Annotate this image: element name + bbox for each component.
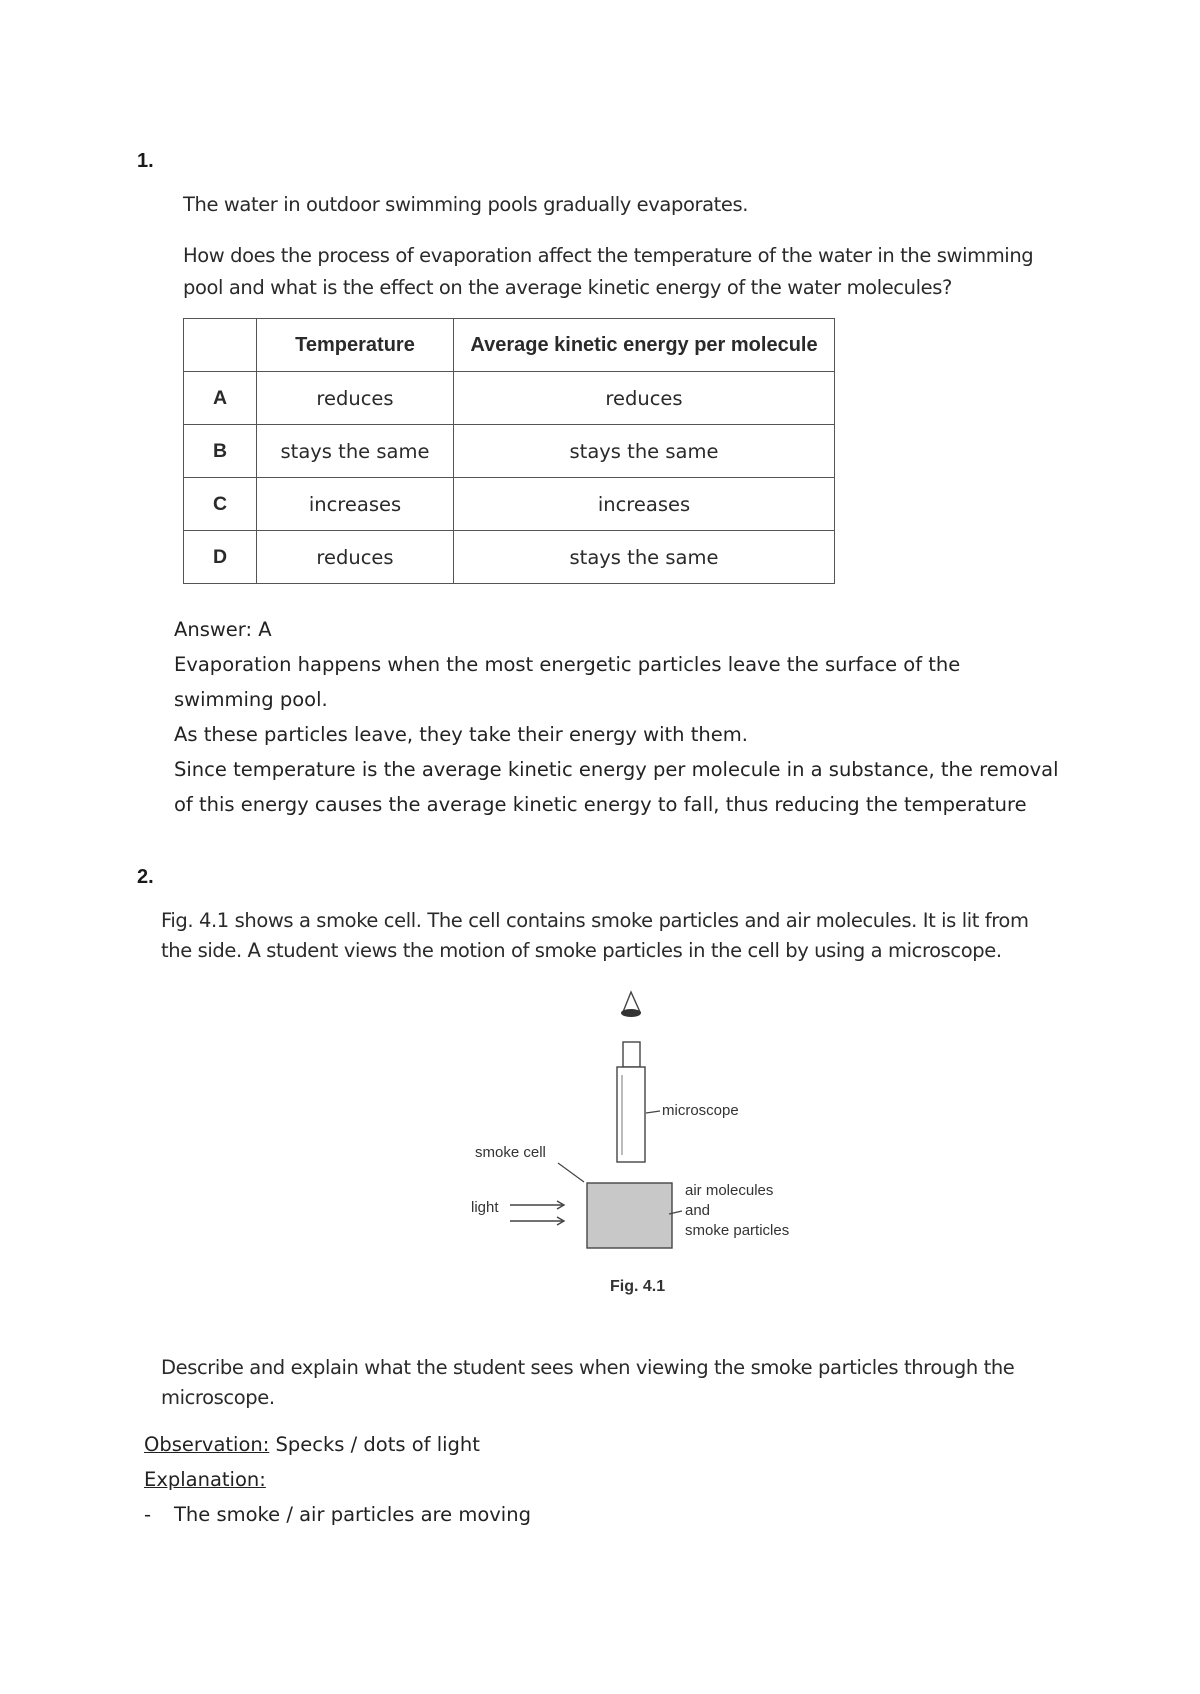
row-letter: B bbox=[184, 425, 257, 478]
question-2-task-line-1: Describe and explain what the student sees when viewing the smoke particles through the bbox=[161, 1356, 1015, 1379]
smoke-cell-box bbox=[587, 1183, 672, 1248]
question-2-stem-line-1: Fig. 4.1 shows a smoke cell. The cell contains smoke particles and air molecules. It is lit from bbox=[161, 909, 1029, 932]
table-header-temperature: Temperature bbox=[257, 319, 454, 372]
label-microscope: microscope bbox=[662, 1102, 739, 1119]
observation-label: Observation: bbox=[144, 1433, 270, 1456]
smoke-cell-leader bbox=[558, 1163, 584, 1182]
label-light: light bbox=[471, 1199, 499, 1216]
table-header-row bbox=[184, 319, 835, 372]
explanation-line-3: As these particles leave, they take their energy with them. bbox=[174, 723, 748, 746]
table-header-energy: Average kinetic energy per molecule bbox=[454, 319, 835, 372]
label-smoke-cell: smoke cell bbox=[475, 1144, 546, 1161]
microscope-tube bbox=[617, 1042, 645, 1162]
row-temperature: reduces bbox=[257, 372, 454, 425]
observation-line bbox=[144, 1427, 480, 1462]
question-1-stem-line-2: How does the process of evaporation affect the temperature of the water in the swimming bbox=[183, 244, 1034, 267]
question-2-number: 2. bbox=[137, 866, 154, 888]
row-temperature: stays the same bbox=[257, 425, 454, 478]
observation-text: Specks / dots of light bbox=[269, 1433, 480, 1456]
question-2-task-line-2: microscope. bbox=[161, 1386, 275, 1409]
bullet-dash: - bbox=[144, 1503, 152, 1526]
label-air-molecules: air molecules bbox=[685, 1182, 774, 1199]
table-row bbox=[184, 531, 835, 584]
row-energy: increases bbox=[454, 478, 835, 531]
question-2-stem-line-2: the side. A student views the motion of smoke particles in the cell by using a microscope. bbox=[161, 939, 1002, 962]
bullet-text: The smoke / air particles are moving bbox=[174, 1503, 531, 1526]
row-letter: C bbox=[184, 478, 257, 531]
table-row bbox=[184, 372, 835, 425]
microscope-leader bbox=[646, 1111, 660, 1113]
row-temperature: increases bbox=[257, 478, 454, 531]
table-row bbox=[184, 478, 835, 531]
label-smoke-particles: smoke particles bbox=[685, 1222, 790, 1239]
label-and: and bbox=[685, 1202, 711, 1219]
table-header-blank bbox=[184, 319, 257, 372]
question-1-number: 1. bbox=[137, 150, 154, 172]
table-row bbox=[184, 425, 835, 478]
row-energy: stays the same bbox=[454, 531, 835, 584]
row-letter: D bbox=[184, 531, 257, 584]
smoke-cell-diagram bbox=[460, 985, 840, 1300]
explanation-line-1: Evaporation happens when the most energetic particles leave the surface of the bbox=[174, 653, 961, 676]
explanation-line-2: swimming pool. bbox=[174, 688, 328, 711]
question-1-stem-line-1: The water in outdoor swimming pools gradually evaporates. bbox=[183, 193, 749, 216]
explanation-line-5: of this energy causes the average kinetic energy to fall, thus reducing the temperature bbox=[174, 793, 1027, 816]
row-energy: reduces bbox=[454, 372, 835, 425]
row-letter: A bbox=[184, 372, 257, 425]
answer-line: Answer: A bbox=[174, 618, 272, 641]
row-energy: stays the same bbox=[454, 425, 835, 478]
row-temperature: reduces bbox=[257, 531, 454, 584]
explanation-line-4: Since temperature is the average kinetic energy per molecule in a substance, the removal bbox=[174, 758, 1059, 781]
light-arrows bbox=[510, 1201, 564, 1225]
question-1-stem-line-3: pool and what is the effect on the average kinetic energy of the water molecules? bbox=[183, 276, 952, 299]
options-table bbox=[183, 318, 835, 584]
explanation-label: Explanation: bbox=[144, 1468, 266, 1491]
eye-icon bbox=[621, 992, 641, 1017]
figure-caption: Fig. 4.1 bbox=[610, 1278, 666, 1295]
